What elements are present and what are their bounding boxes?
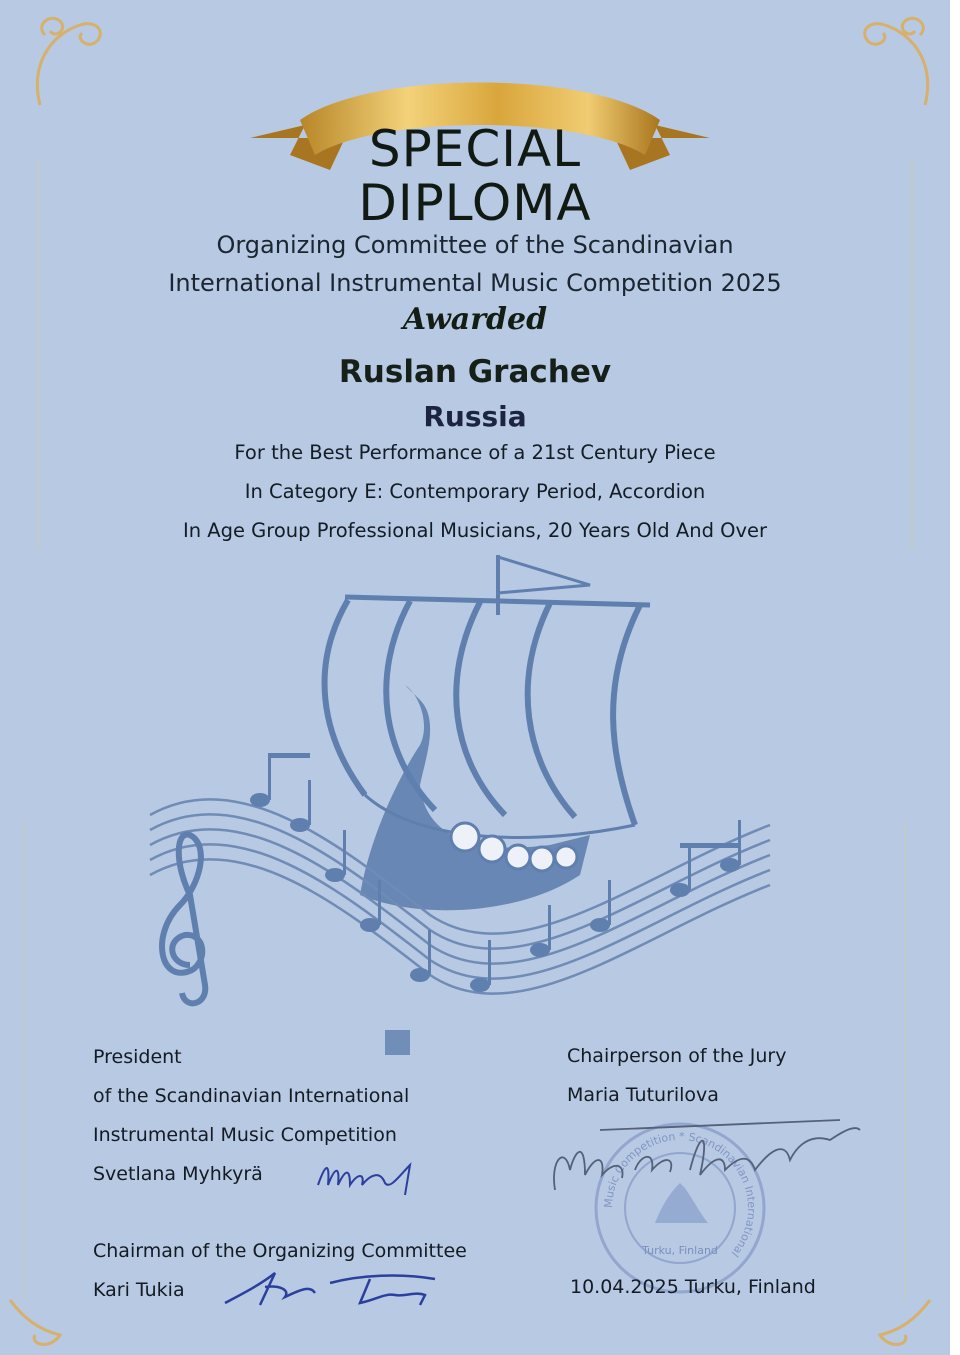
corner-ornament-icon bbox=[0, 1290, 70, 1355]
award-detail-line: In Category E: Contemporary Period, Accordion bbox=[244, 480, 706, 503]
date-place: 10.04.2025 Turku, Finland bbox=[570, 1276, 816, 1298]
page-edge bbox=[950, 0, 960, 1355]
corner-ornament-icon bbox=[860, 1290, 940, 1355]
jury-name: Maria Tuturilova bbox=[567, 1084, 719, 1106]
chairman-title: Chairman of the Organizing Committee bbox=[93, 1240, 467, 1262]
viking-ship-music-illustration bbox=[120, 545, 810, 1085]
stamp-center-text: Turku, Finland bbox=[642, 1244, 718, 1257]
stamp-ring-text: Music Competition * Scandinavian International bbox=[601, 1129, 759, 1260]
organizer-text bbox=[0, 226, 950, 302]
corner-ornament-icon bbox=[855, 5, 945, 115]
jury-signature-image bbox=[540, 1110, 870, 1205]
chairman-name: Kari Tukia bbox=[93, 1279, 185, 1301]
chairman-signature-image bbox=[220, 1265, 445, 1313]
president-title: President bbox=[93, 1046, 182, 1068]
organizer-line-1: Organizing Committee of the Scandinavian bbox=[216, 231, 734, 259]
recipient-name: Ruslan Grachev bbox=[338, 354, 612, 390]
award-detail-line: For the Best Performance of a 21st Century Piece bbox=[234, 441, 716, 464]
awarded-heading: Awarded bbox=[402, 302, 548, 337]
organizer-line-2: International Instrumental Music Competition 2025 bbox=[168, 269, 782, 297]
diploma-title bbox=[0, 122, 950, 230]
jury-title: Chairperson of the Jury bbox=[567, 1045, 787, 1067]
jury-block bbox=[567, 1037, 786, 1115]
award-detail-line: In Age Group Professional Musicians, 20 Years Old And Over bbox=[182, 519, 768, 542]
president-title-line: Instrumental Music Competition bbox=[93, 1124, 397, 1146]
title-line-1: SPECIAL bbox=[368, 120, 582, 178]
president-name: Svetlana Myhkyrä bbox=[93, 1163, 263, 1185]
president-signature-image bbox=[310, 1155, 430, 1200]
corner-ornament-icon bbox=[20, 5, 110, 115]
recipient-country: Russia bbox=[423, 400, 527, 433]
president-title-line: of the Scandinavian International bbox=[93, 1085, 410, 1107]
title-line-2: DIPLOMA bbox=[358, 174, 592, 232]
